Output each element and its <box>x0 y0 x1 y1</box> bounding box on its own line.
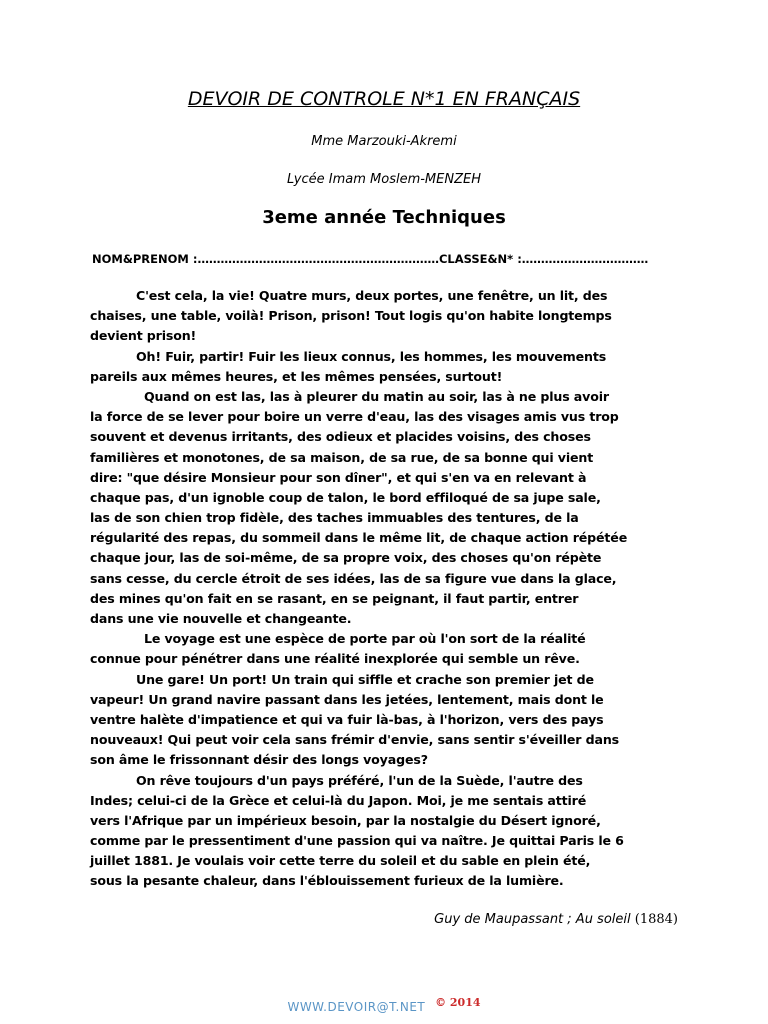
text-line: dans une vie nouvelle et changeante. <box>90 611 352 626</box>
text-line: vapeur! Un grand navire passant dans les jetées, lentement, mais dont le <box>90 691 604 707</box>
text-line: las de son chien trop fidèle, des taches immuables des tentures, de la <box>90 510 579 526</box>
source-author-work: Guy de Maupassant ; Au soleil <box>434 912 631 927</box>
text-line: nouveaux! Qui peut voir cela sans frémir d'envie, sans sentir s'éveiller dans <box>90 732 619 748</box>
text-line: ventre halète d'impatience et qui va fuir là-bas, à l'horizon, vers des pays <box>90 711 604 727</box>
text-line: dire: "que désire Monsieur pour son dîner", et qui s'en va en relevant à <box>90 469 587 485</box>
footer <box>0 996 768 1014</box>
text-line: familières et monotones, de sa maison, de sa rue, de sa bonne qui vient <box>90 449 594 465</box>
exam-title: DEVOIR DE CONTROLE N*1 EN FRANÇAIS <box>187 88 581 110</box>
teacher-name: Mme Marzouki-Akremi <box>311 134 457 149</box>
text-line: Indes; celui-ci de la Grèce et celui-là du Japon. Moi, je me sentais attiré <box>90 792 587 808</box>
text-line: chaque pas, d'un ignoble coup de talon, le bord effiloqué de sa jupe sale, <box>90 489 601 505</box>
text-line: C'est cela, la vie! Quatre murs, deux portes, une fenêtre, un lit, des <box>136 288 608 303</box>
text-line: sous la pesante chaleur, dans l'éblouissement furieux de la lumière. <box>90 873 564 889</box>
text-line: chaque jour, las de soi-même, de sa propre voix, des choses qu'on répète <box>90 550 602 566</box>
text-source <box>434 912 678 927</box>
text-line: On rêve toujours d'un pays préféré, l'un de la Suède, l'autre des <box>136 772 583 788</box>
text-line: devient prison! <box>90 328 197 344</box>
text-line: connue pour pénétrer dans une réalité inexplorée qui semble un rêve. <box>90 651 580 667</box>
text-line: son âme le frissonnant désir des longs voyages? <box>90 752 428 768</box>
text-line: Quand on est las, las à pleurer du matin au soir, las à ne plus avoir <box>144 388 609 404</box>
footer-copyright: © 2014 <box>435 996 481 1009</box>
name-class-field: NOM&PRENOM :………………………………………………………CLASSE&N* :…………………………… <box>92 252 649 266</box>
text-line: Une gare! Un port! Un train qui siffle et crache son premier jet de <box>136 671 594 687</box>
text-line: des mines qu'on fait en se rasant, en se peignant, il faut partir, entrer <box>90 590 579 606</box>
text-line: pareils aux mêmes heures, et les mêmes pensées, surtout! <box>90 368 503 384</box>
source-year: (1884) <box>634 912 678 927</box>
class-level: 3eme année Techniques <box>262 207 506 228</box>
text-line: juillet 1881. Je voulais voir cette terre du soleil et du sable en plein été, <box>90 853 591 869</box>
text-line: Le voyage est une espèce de porte par où l'on sort de la réalité <box>144 631 586 647</box>
text-line: régularité des repas, du sommeil dans le même lit, de chaque action répétée <box>90 530 628 546</box>
text-line: sans cesse, du cercle étroit de ses idées, las de sa figure vue dans la glace, <box>90 570 617 586</box>
text-line: comme par le pressentiment d'une passion qui va naître. Je quittai Paris le 6 <box>90 833 624 849</box>
text-line: vers l'Afrique par un impérieux besoin, par la nostalgie du Désert ignoré, <box>90 812 601 828</box>
school-name: Lycée Imam Moslem-MENZEH <box>287 172 481 187</box>
text-line: Oh! Fuir, partir! Fuir les lieux connus, les hommes, les mouvements <box>136 348 607 364</box>
footer-site: WWW.DEVOIR@T.NET <box>287 1000 426 1014</box>
text-passage <box>90 286 680 892</box>
text-line: souvent et devenus irritants, des odieux et placides voisins, des choses <box>90 429 591 445</box>
text-line: chaises, une table, voilà! Prison, prison! Tout logis qu'on habite longtemps <box>90 308 612 324</box>
text-line: la force de se lever pour boire un verre d'eau, las des visages amis vus trop <box>90 409 619 425</box>
